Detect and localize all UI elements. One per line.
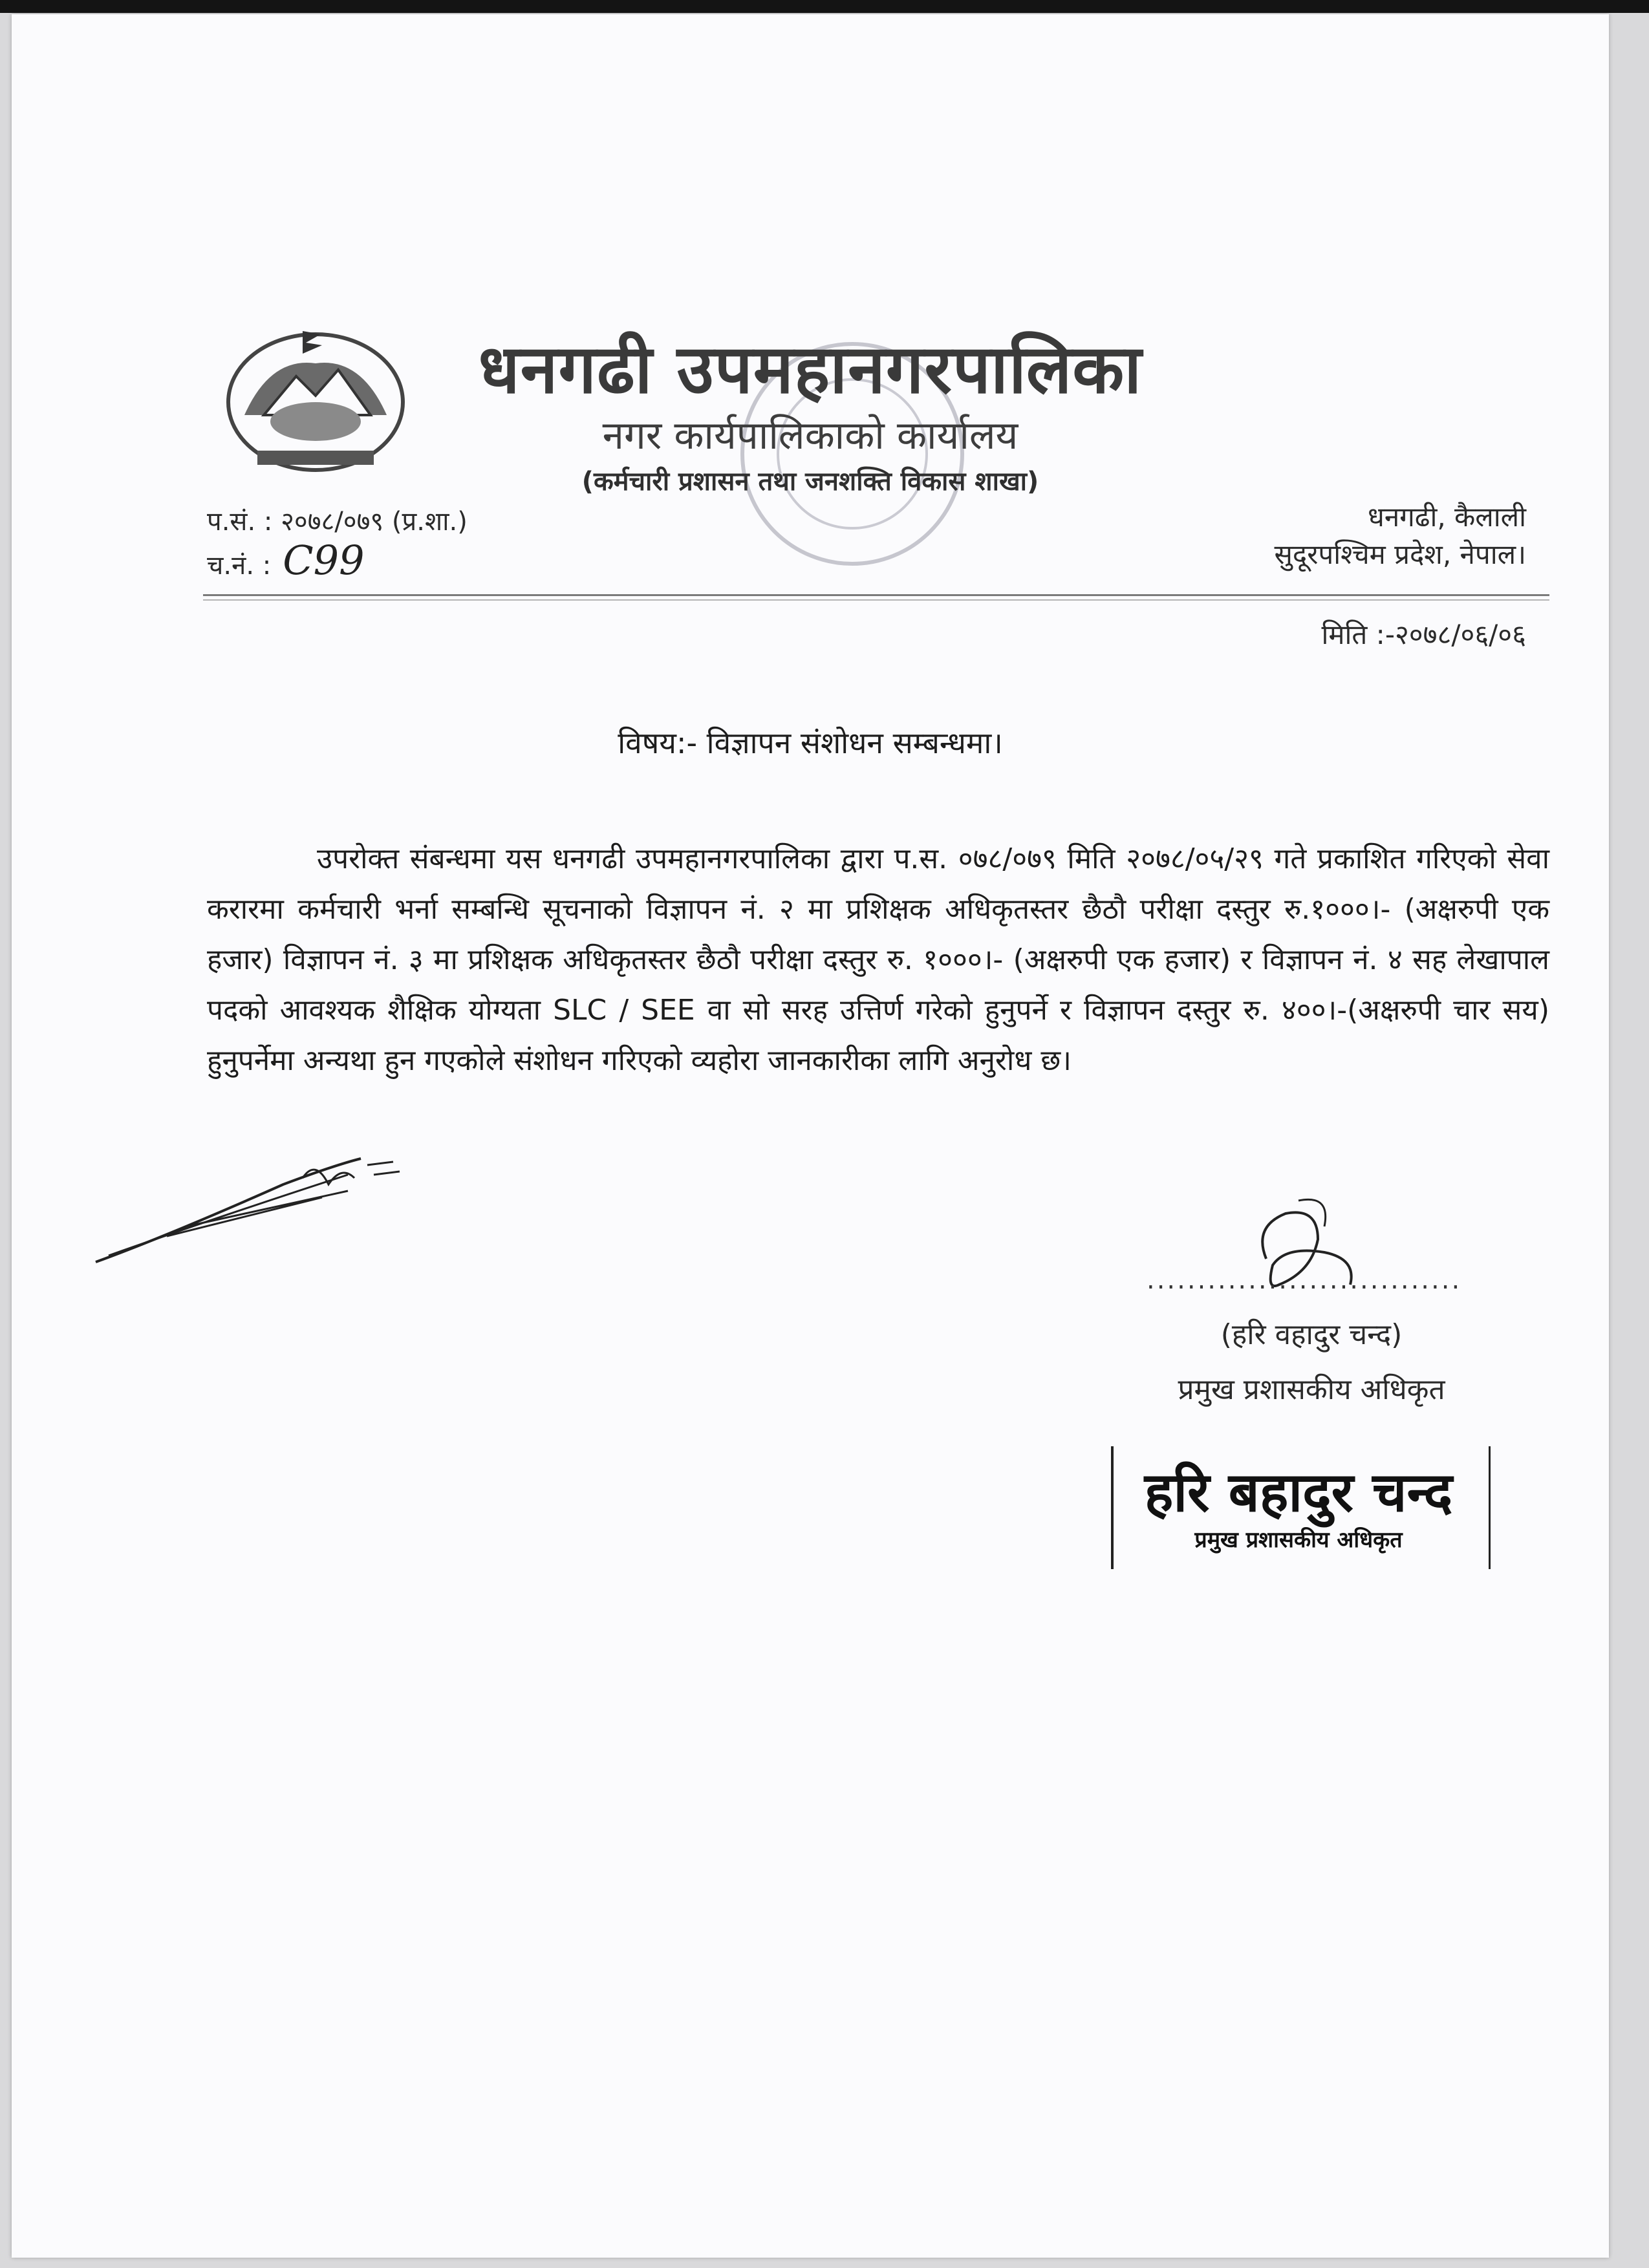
letter-subject: विषय:- विज्ञापन संशोधन सम्बन्धमा।: [618, 725, 1003, 760]
branch-name: (कर्मचारी प्रशासन तथा जनशक्ति विकास शाखा): [581, 467, 1039, 497]
dispatch-label: च.नं. :: [207, 551, 272, 581]
header-divider: [203, 594, 1549, 596]
address-line-1: धनगढी, कैलाली: [1368, 501, 1526, 533]
office-name: नगर कार्यपालिकाको कार्यालय: [602, 413, 1018, 458]
letter-body-text: उपरोक्त संबन्धमा यस धनगढी उपमहानगरपालिका द्वारा प.स. ०७८/०७९ मिति २०७८/०५/२९ गते प्रकाशित गरिएको सेवा करारमा कर्मचारी भर्ना सम्बन्धि सूचनाको विज्ञापन नं. २ मा प्रशिक्षक अधिकृतस्तर छैठौ परीक्षा दस्तुर रु.१०००।- (अक्षरुपी एक हजार) विज्ञापन नं. ३ मा प्रशिक्षक अधिकृतस्तर छैठौ परीक्षा दस्तुर रु. १०००।- (अक्षरुपी एक हजार) र विज्ञापन नं. ४ सह लेखापाल पदको आवश्यक शैक्षिक योग्यता SLC / SEE वा सो सरह उत्तिर्ण गरेको हुनुपर्ने र विज्ञापन दस्तुर रु. ४००।-(अक्षरुपी चार सय) हुनुपर्नेमा अन्यथा हुन गएकोले संशोधन गरिएको व्यहोरा जानकारीका लागि अनुरोध छ।: [207, 842, 1549, 1077]
dispatch-line: [207, 537, 365, 584]
header-divider-secondary: [203, 599, 1549, 601]
signature-line: ...............................: [1147, 1265, 1462, 1295]
handwritten-signature-left: [89, 1139, 426, 1268]
address-line-2: सुदूरपश्चिम प्रदेश, नेपाल।: [1274, 539, 1526, 570]
municipality-name: धनगढी उपमहानगरपालिका: [478, 330, 1143, 409]
letter-date: मिति :-२०७८/०६/०६: [1321, 619, 1526, 650]
signer-name: (हरि वहादुर चन्द): [1220, 1318, 1403, 1351]
reference-number: प.सं. : २०७८/०७९ (प्र.शा.): [207, 507, 468, 537]
dispatch-number: C99: [283, 537, 365, 584]
stamp-name: हरि बहादुर चन्द: [1144, 1460, 1453, 1524]
signer-designation: प्रमुख प्रशासकीय अधिकृत: [1178, 1373, 1445, 1406]
scan-top-edge: [0, 0, 1649, 13]
stamp-designation: प्रमुख प्रशासकीय अधिकृत: [1194, 1527, 1403, 1553]
letter-page: [12, 14, 1609, 2258]
letter-body: [207, 834, 1549, 1086]
